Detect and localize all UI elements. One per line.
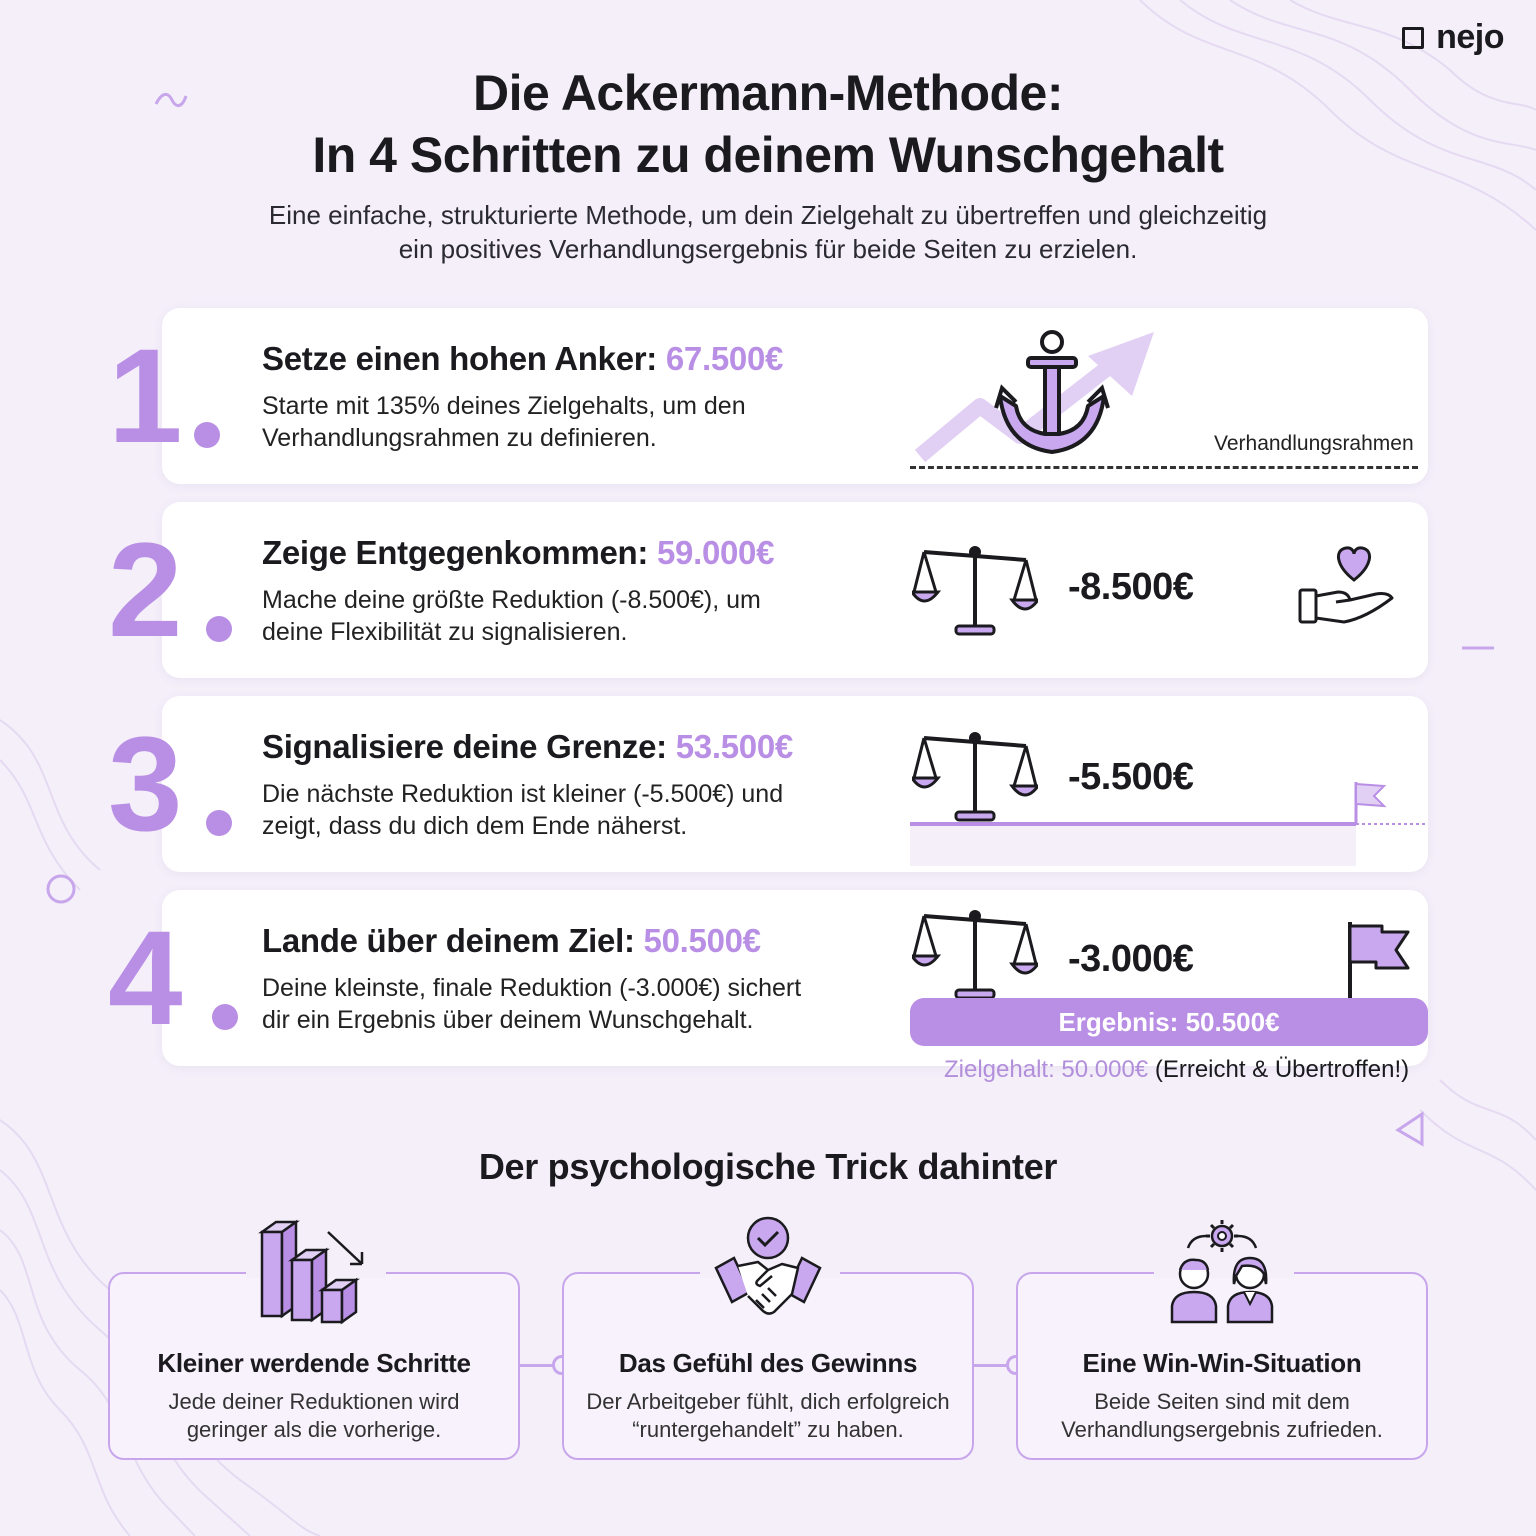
scale-icon (912, 542, 1038, 638)
step-number-dot (206, 810, 232, 836)
trick-title: Das Gefühl des Gewinns (618, 1348, 918, 1378)
step-number-3: 3 (108, 710, 179, 859)
flag-icon (1342, 920, 1414, 1000)
limit-line-flag-icon (910, 776, 1428, 866)
target-salary: Zielgehalt: 50.000€ (944, 1056, 1149, 1083)
step-number-1: 1 (108, 322, 179, 471)
step-amount: 50.500€ (643, 922, 761, 959)
page-title (0, 62, 1536, 186)
step-heading: Zeige Entgegenkommen: 59.000€ (262, 534, 775, 571)
step-description: Deine kleinste, finale Reduktion (-3.000€) sichert dir ein Ergebnis über deinem Wunschgehalt. (262, 974, 802, 1034)
people-gear-icon (1166, 1214, 1278, 1326)
step-description: Mache deine größte Reduktion (-8.500€), um deine Flexibilität zu signalisieren. (262, 586, 761, 646)
step-number-dot (194, 422, 220, 448)
step-card-1 (162, 308, 1428, 484)
step-number-dot (206, 616, 232, 642)
trick-description: Der Arbeitgeber fühlt, dich erfolgreich “runtergehandelt” zu haben. (586, 1389, 950, 1442)
target-status: (Erreicht & Übertroffen!) (1154, 1056, 1410, 1083)
descending-steps-icon (258, 1218, 370, 1326)
step-amount: 53.500€ (675, 728, 793, 765)
step-number-dot (212, 1004, 238, 1030)
title-line-1: Die Ackermann-Methode: (472, 65, 1064, 121)
reduction-amount: -8.500€ (1068, 566, 1194, 608)
brand-logo (1402, 18, 1504, 57)
step-card-3 (162, 696, 1428, 872)
target-salary-note (944, 1056, 1409, 1084)
trick-title: Kleiner werdende Schritte (157, 1348, 471, 1378)
step-number-2: 2 (108, 516, 179, 665)
reduction-amount: -5.500€ (1068, 756, 1194, 798)
step-description: Starte mit 135% deines Zielgehalts, um den Verhandlungsrahmen zu definieren. (262, 392, 746, 452)
frame-dashed-line (910, 466, 1418, 469)
step-heading: Setze einen hohen Anker: 67.500€ (262, 340, 784, 377)
step-card-2 (162, 502, 1428, 678)
trick-description: Jede deiner Reduktionen wird geringer als die vorherige. (168, 1389, 460, 1442)
subtitle-line-1: Eine einfache, strukturierte Methode, um dein Zielgehalt zu übertreffen und gleichzeitig (268, 200, 1268, 230)
result-bar: Ergebnis: 50.500€ (910, 998, 1428, 1046)
step-description: Die nächste Reduktion ist kleiner (-5.500€) und zeigt, dass du dich dem Ende näherst. (262, 780, 784, 840)
step-heading: Lande über deinem Ziel: 50.500€ (262, 922, 761, 959)
anchor-icon (992, 326, 1112, 458)
title-line-2: In 4 Schritten zu deinem Wunschgehalt (312, 127, 1224, 183)
subtitle-line-2: ein positives Verhandlungsergebnis für beide Seiten zu erzielen. (398, 234, 1138, 264)
frame-label: Verhandlungsrahmen (1214, 432, 1414, 455)
hand-heart-icon (1296, 546, 1396, 628)
section-title: Der psychologische Trick dahinter (478, 1146, 1058, 1187)
step-number-4: 4 (108, 904, 179, 1053)
handshake-icon (712, 1214, 824, 1326)
step-heading: Signalisiere deine Grenze: 53.500€ (262, 728, 793, 765)
reduction-amount: -3.000€ (1068, 938, 1194, 980)
step-amount: 67.500€ (665, 340, 784, 377)
brand-name: nejo (1436, 18, 1504, 56)
trick-title: Eine Win-Win-Situation (1082, 1348, 1362, 1378)
scale-icon (912, 906, 1038, 1002)
trick-description: Beide Seiten sind mit dem Verhandlungsergebnis zufrieden. (1061, 1389, 1383, 1442)
square-icon (1402, 27, 1424, 49)
step-amount: 59.000€ (656, 534, 775, 571)
page-subtitle (0, 198, 1536, 266)
